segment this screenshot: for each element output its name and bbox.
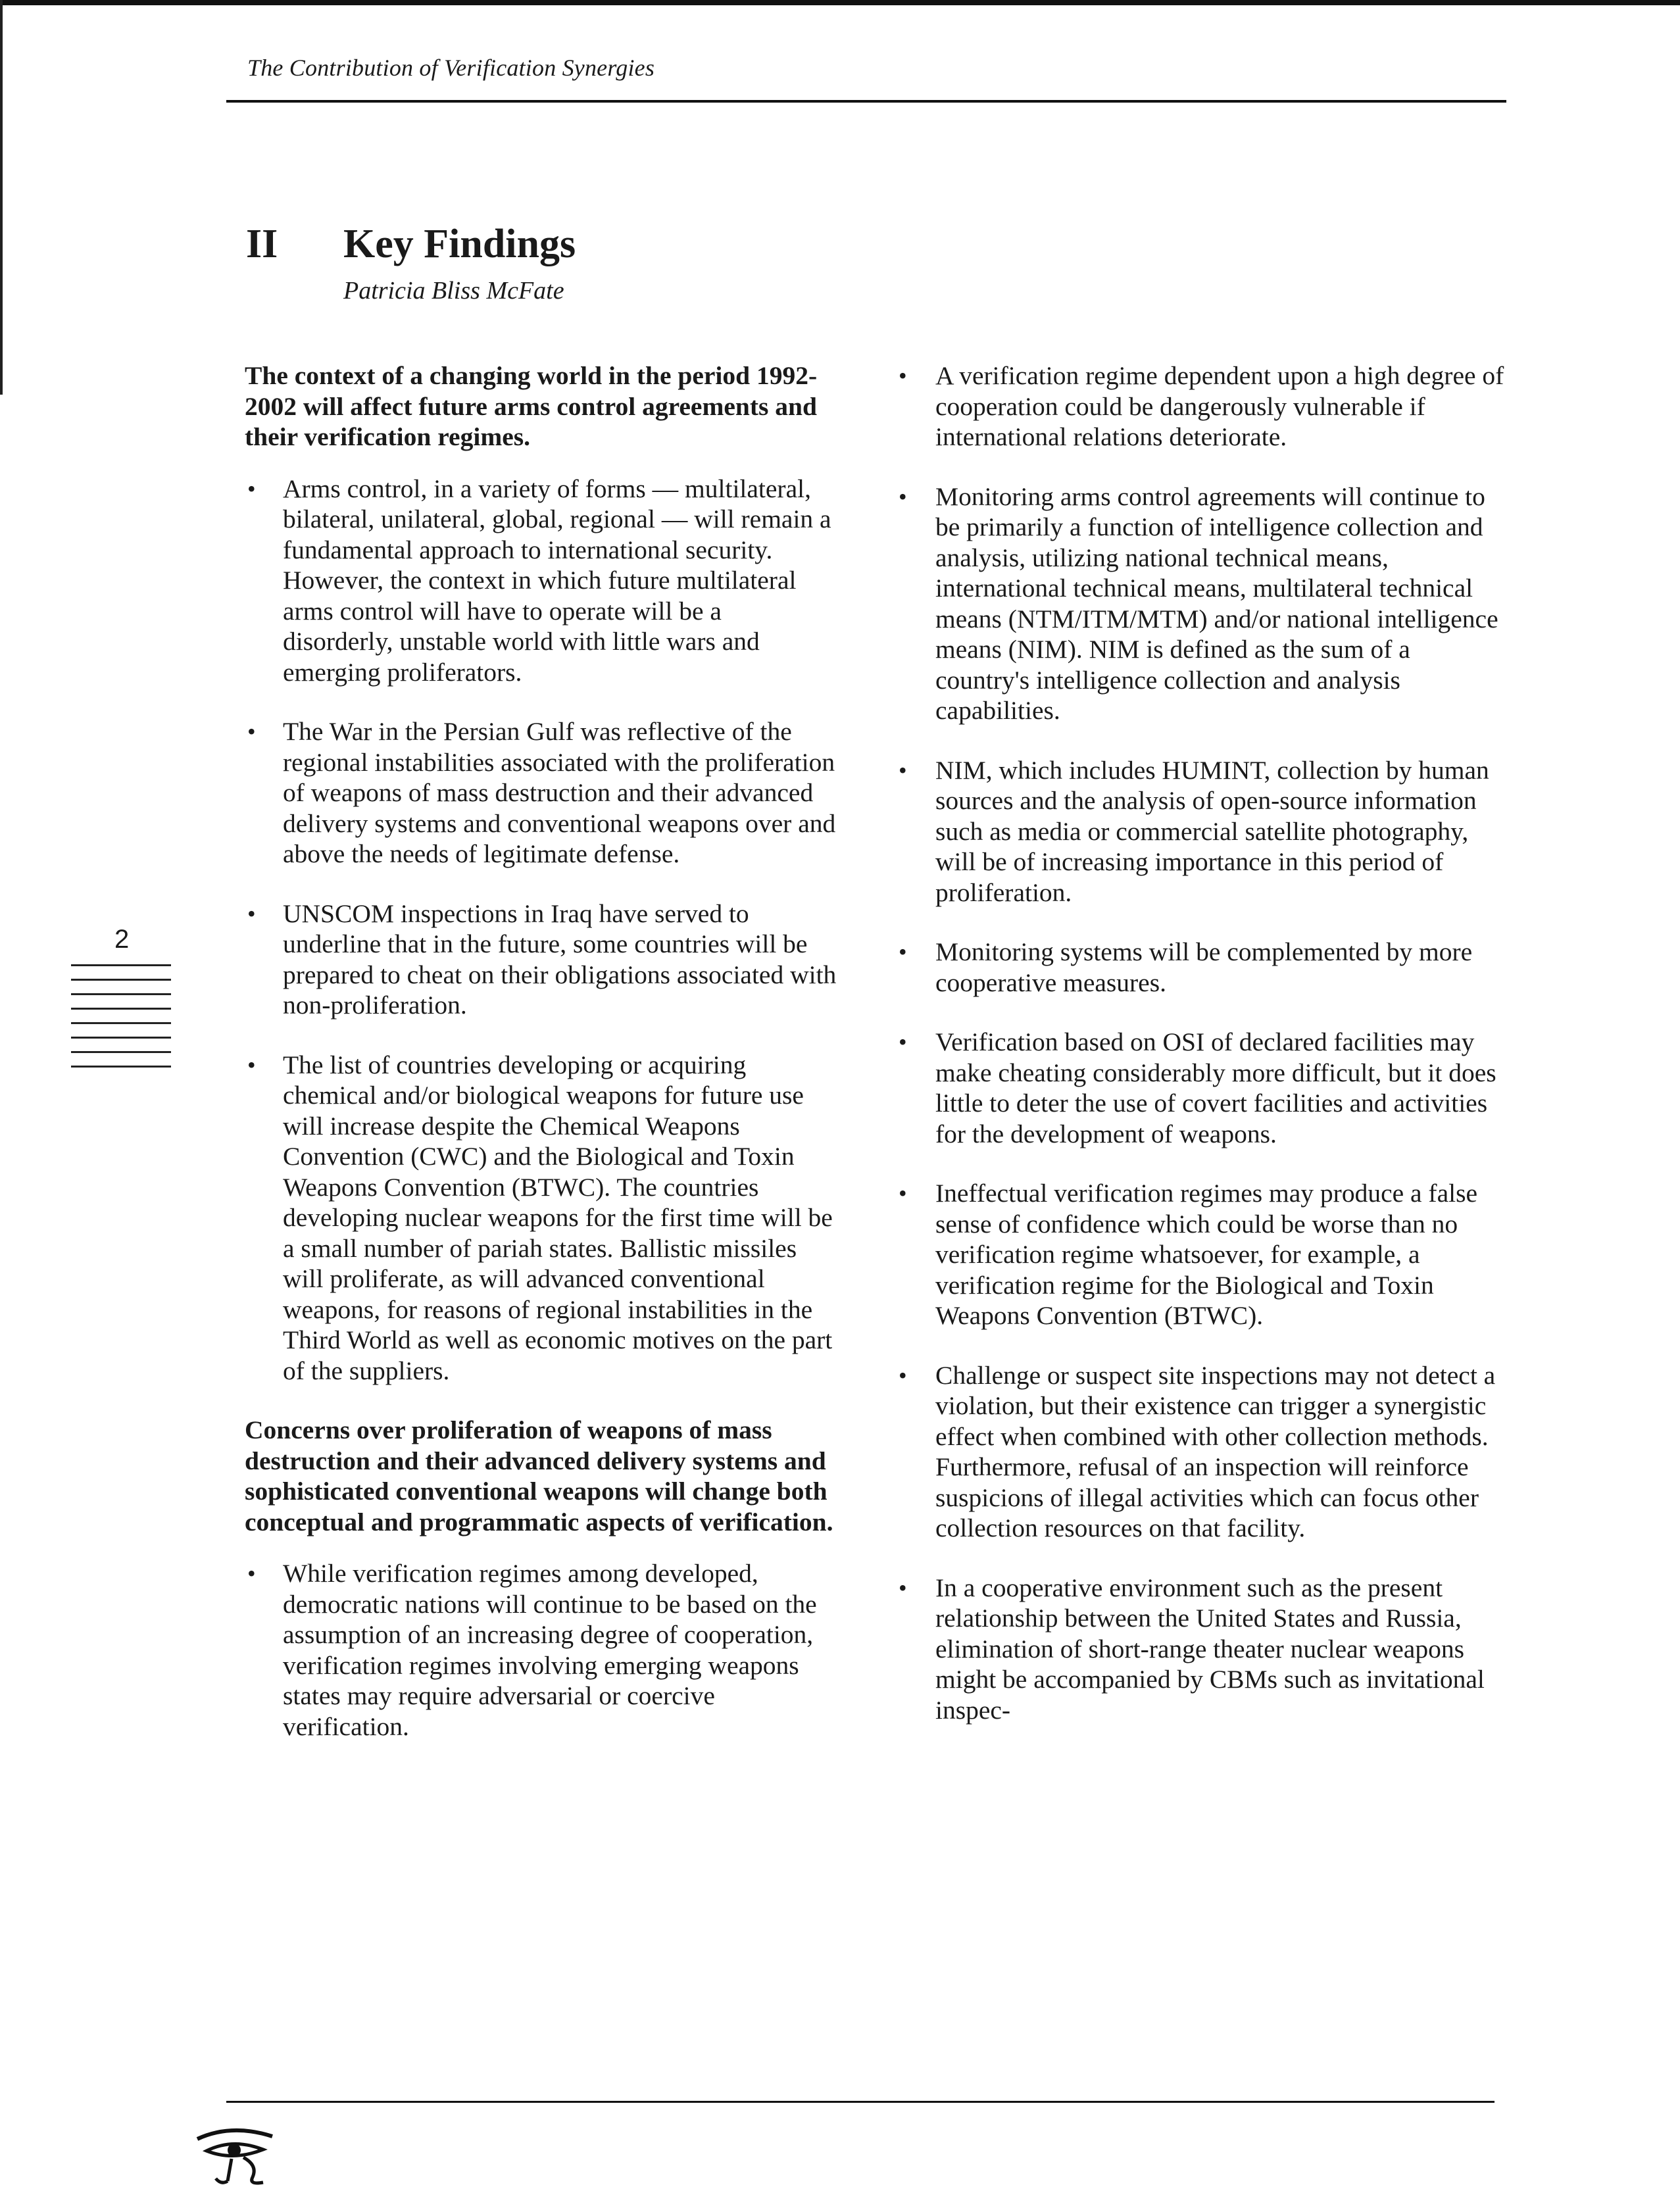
lead-paragraph-context: The context of a changing world in the period 1992-2002 will affect future arms control agreements and their verification regimes. bbox=[245, 361, 818, 451]
bullet-text: Ineffectual verification regimes may produce a false sense of confidence which could be worse than no verification regime whatsoever, for example, a verification regime for the Biological and Toxin Weapons Convention (BTWC). bbox=[935, 1179, 1477, 1330]
right-column bbox=[896, 360, 1504, 1754]
bullet-list-context bbox=[245, 474, 837, 1387]
bullet-item bbox=[245, 1050, 837, 1387]
bullet-text: UNSCOM inspections in Iraq have served to underline that in the future, some countries will be prepared to cheat on their obligations associated with non-proliferation. bbox=[283, 898, 837, 1020]
header-rule bbox=[226, 100, 1506, 103]
bullet-icon: • bbox=[247, 1051, 256, 1078]
running-head: The Contribution of Verification Synergies bbox=[247, 55, 655, 81]
chapter-number: II bbox=[246, 222, 278, 266]
chapter-title: Key Findings bbox=[343, 222, 576, 266]
bullet-icon: • bbox=[899, 1180, 907, 1206]
footer-rule bbox=[226, 2101, 1495, 2103]
bullet-icon: • bbox=[899, 1029, 907, 1055]
bullet-item bbox=[896, 1027, 1504, 1149]
page-number: 2 bbox=[114, 925, 130, 954]
bullet-item bbox=[245, 898, 837, 1021]
scan-edge-top bbox=[0, 0, 1680, 5]
bullet-icon: • bbox=[899, 1574, 907, 1601]
bullet-text: Monitoring arms control agreements will continue to be primarily a function of intelligence collection and analysis, utilizing national technical means, international technical means, multilateral technical means (NTM/ITM/MTM) and/or national intelligence means (NIM). NIM is defined as the sum of a country's intelligence collection and analysis capabilities. bbox=[935, 481, 1498, 725]
bullet-icon: • bbox=[247, 1560, 256, 1586]
bullet-item bbox=[896, 937, 1504, 998]
margin-rule-marks bbox=[71, 964, 171, 1080]
bullet-text: In a cooperative environment such as the present relationship between the United States and Russia, elimination of short-range theater nuclear weapons might be accompanied by CBMs such as invitational inspec- bbox=[935, 1573, 1485, 1725]
bullet-text: Arms control, in a variety of forms — multilateral, bilateral, unilateral, global, regional — will remain a fundamental approach to international security. However, the context in which future multilateral arms control will have to operate will be a disorderly, unstable world with little wars and emerging proliferators. bbox=[283, 474, 831, 687]
bullet-text: The War in the Persian Gulf was reflective of the regional instabilities associated with the proliferation of weapons of mass destruction and their advanced delivery systems and conventional weapons over and above the needs of legitimate defense. bbox=[283, 717, 836, 868]
bullet-text: Verification based on OSI of declared facilities may make cheating considerably more difficult, but it does little to deter the use of covert facilities and activities for the development of weapons. bbox=[935, 1027, 1496, 1148]
bullet-list-proliferation bbox=[245, 1558, 837, 1742]
bullet-item bbox=[245, 716, 837, 870]
bullet-text: Challenge or suspect site inspections may not detect a violation, but their existence can trigger a synergistic effect when combined with other collection methods. Furthermore, refusal of an inspection will reinforce suspicions of illegal activities which can focus other collection resources on that facility. bbox=[935, 1360, 1496, 1542]
bullet-item bbox=[896, 1573, 1504, 1726]
eye-of-horus-logo-icon bbox=[192, 2122, 278, 2188]
left-column bbox=[245, 360, 837, 1771]
bullet-item bbox=[245, 1558, 837, 1742]
bullet-text: While verification regimes among developed, democratic nations will continue to be based on the assumption of an increasing degree of cooperation, verification regimes involving emerging weapons states may require adversarial or coercive verification. bbox=[283, 1559, 817, 1741]
bullet-icon: • bbox=[899, 483, 907, 510]
bullet-text: NIM, which includes HUMINT, collection by human sources and the analysis of open-source information such as media or commercial satellite photography, will be of increasing importance in this period of proliferation. bbox=[935, 755, 1489, 907]
lead-paragraph-proliferation: Concerns over proliferation of weapons of mass destruction and their advanced delivery systems and sophisticated conventional weapons will change both conceptual and programmatic aspects of verification. bbox=[245, 1415, 833, 1536]
bullet-text: The list of countries developing or acquiring chemical and/or biological weapons for future use will increase despite the Chemical Weapons Convention (CWC) and the Biological and Toxin Weapons Convention (BTWC). The countries developing nuclear weapons for the first time will be a small number of pariah states. Ballistic missiles will proliferate, as will advanced conventional weapons, for reasons of regional instabilities in the Third World as well as economic motives on the part of the suppliers. bbox=[283, 1050, 833, 1385]
chapter-author: Patricia Bliss McFate bbox=[343, 277, 564, 305]
bullet-item bbox=[896, 481, 1504, 726]
bullet-icon: • bbox=[899, 362, 907, 389]
bullet-icon: • bbox=[247, 718, 256, 745]
bullet-text: Monitoring systems will be complemented by more cooperative measures. bbox=[935, 937, 1473, 997]
bullet-icon: • bbox=[899, 756, 907, 783]
bullet-item bbox=[896, 360, 1504, 453]
bullet-icon: • bbox=[899, 1362, 907, 1389]
bullet-item bbox=[896, 1178, 1504, 1331]
bullet-text: A verification regime dependent upon a high degree of cooperation could be dangerously vulnerable if international relations deteriorate. bbox=[935, 361, 1504, 451]
bullet-icon: • bbox=[899, 939, 907, 965]
bullet-list-verification bbox=[896, 360, 1504, 1725]
bullet-icon: • bbox=[247, 900, 256, 927]
bullet-icon: • bbox=[247, 475, 256, 502]
scan-edge-left bbox=[0, 0, 3, 395]
bullet-item bbox=[245, 474, 837, 688]
bullet-item bbox=[896, 755, 1504, 908]
bullet-item bbox=[896, 1360, 1504, 1544]
